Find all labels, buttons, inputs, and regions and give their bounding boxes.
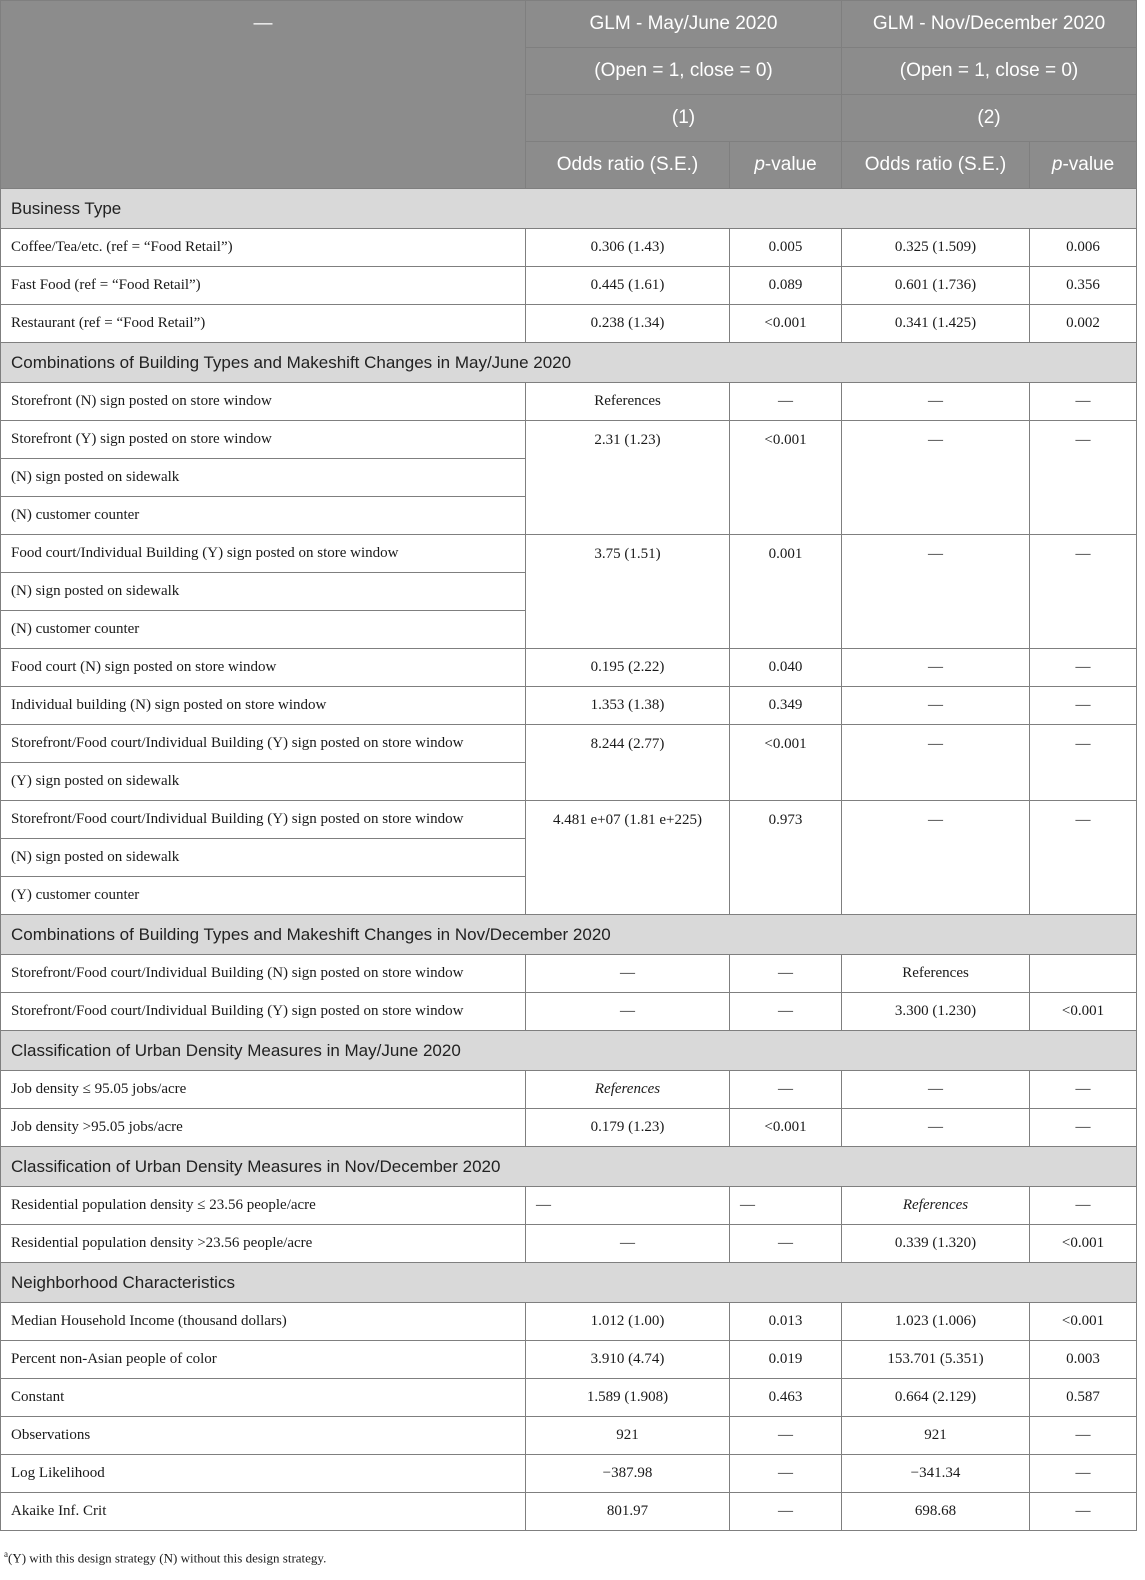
table-row: [1, 1493, 1137, 1531]
p-value-cell: —: [730, 993, 842, 1031]
row-label: (N) sign posted on sidewalk: [1, 573, 526, 611]
odds-ratio-cell: 801.97: [526, 1493, 730, 1531]
odds-ratio-cell: −387.98: [526, 1455, 730, 1493]
table-row: [1, 305, 1137, 343]
model2-number: (2): [842, 95, 1137, 142]
odds-ratio-cell: −341.34: [842, 1455, 1030, 1493]
odds-ratio-cell: 4.481 e+07 (1.81 e+225): [526, 801, 730, 915]
footnote-text: (Y) with this design strategy (N) without this design strategy.: [8, 1550, 327, 1566]
table-row: [1, 1187, 1137, 1225]
odds-ratio-cell: 921: [526, 1417, 730, 1455]
section-neighborhood: Neighborhood Characteristics: [1, 1263, 1137, 1303]
row-label: Residential population density ≤ 23.56 people/acre: [1, 1187, 526, 1225]
row-label: Food court/Individual Building (Y) sign posted on store window: [1, 535, 526, 573]
row-label: (N) sign posted on sidewalk: [1, 839, 526, 877]
p-value-cell: —: [1030, 535, 1137, 649]
table-row: [1, 1071, 1137, 1109]
table-row: [1, 1455, 1137, 1493]
row-label: Individual building (N) sign posted on store window: [1, 687, 526, 725]
odds-ratio-cell: 0.445 (1.61): [526, 267, 730, 305]
odds-ratio-cell: 0.339 (1.320): [842, 1225, 1030, 1263]
p-value-cell: 0.005: [730, 229, 842, 267]
model2-dependent-variable: (Open = 1, close = 0): [842, 48, 1137, 95]
p-value-cell: —: [730, 1187, 842, 1225]
p-value-cell: —: [1030, 801, 1137, 915]
p-value-cell: <0.001: [730, 725, 842, 801]
p-value-cell: —: [1030, 1071, 1137, 1109]
odds-ratio-cell: 3.75 (1.51): [526, 535, 730, 649]
row-label: Akaike Inf. Crit: [1, 1493, 526, 1531]
odds-ratio-cell: 1.589 (1.908): [526, 1379, 730, 1417]
odds-ratio-cell: 2.31 (1.23): [526, 421, 730, 535]
odds-ratio-cell: References: [526, 383, 730, 421]
p-value-cell: <0.001: [730, 421, 842, 535]
table-row: [1, 993, 1137, 1031]
table-footnote: [4, 1549, 326, 1566]
p-value-cell: 0.019: [730, 1341, 842, 1379]
odds-ratio-cell: 1.353 (1.38): [526, 687, 730, 725]
p-value-cell: 0.002: [1030, 305, 1137, 343]
p-value-cell: <0.001: [1030, 1303, 1137, 1341]
row-label: Storefront/Food court/Individual Building (Y) sign posted on store window: [1, 993, 526, 1031]
row-label: (N) customer counter: [1, 497, 526, 535]
p-italic: p: [1051, 154, 1063, 175]
row-label: Storefront (N) sign posted on store window: [1, 383, 526, 421]
odds-ratio-cell: —: [842, 1109, 1030, 1147]
p-value-cell: —: [730, 1493, 842, 1531]
odds-ratio-cell: 921: [842, 1417, 1030, 1455]
row-label: Median Household Income (thousand dollars): [1, 1303, 526, 1341]
odds-ratio-cell: 0.601 (1.736): [842, 267, 1030, 305]
header-corner: —: [1, 1, 526, 189]
table-row: [1, 267, 1137, 305]
table-row: [1, 1417, 1137, 1455]
odds-ratio-cell: —: [842, 687, 1030, 725]
p-value-cell: 0.003: [1030, 1341, 1137, 1379]
row-label: Residential population density >23.56 people/acre: [1, 1225, 526, 1263]
p-value-cell: 0.001: [730, 535, 842, 649]
p-suffix: -value: [1062, 154, 1115, 175]
table-row: [1, 725, 1137, 763]
odds-ratio-cell: —: [526, 955, 730, 993]
p-value-cell: —: [730, 383, 842, 421]
odds-ratio-cell: 1.012 (1.00): [526, 1303, 730, 1341]
odds-ratio-cell: —: [526, 993, 730, 1031]
odds-ratio-cell: 0.664 (2.129): [842, 1379, 1030, 1417]
p-value-cell: 0.587: [1030, 1379, 1137, 1417]
column-header-odds-ratio-1: Odds ratio (S.E.): [526, 142, 730, 189]
table-row: [1, 1303, 1137, 1341]
p-value-cell: <0.001: [1030, 993, 1137, 1031]
odds-ratio-cell: —: [526, 1187, 730, 1225]
row-label: Restaurant (ref = “Food Retail”): [1, 305, 526, 343]
p-value-cell: —: [1030, 421, 1137, 535]
p-value-cell: 0.006: [1030, 229, 1137, 267]
row-label: Storefront (Y) sign posted on store window: [1, 421, 526, 459]
odds-ratio-cell: —: [842, 383, 1030, 421]
table-row: [1, 687, 1137, 725]
table-row: [1, 649, 1137, 687]
p-value-cell: 0.013: [730, 1303, 842, 1341]
odds-ratio-cell: 153.701 (5.351): [842, 1341, 1030, 1379]
model2-title: GLM - Nov/December 2020: [842, 1, 1137, 48]
p-value-cell: —: [1030, 1187, 1137, 1225]
table-row: [1, 955, 1137, 993]
p-value-cell: <0.001: [730, 1109, 842, 1147]
section-combinations-may-june: Combinations of Building Types and Makeshift Changes in May/June 2020: [1, 343, 1137, 383]
p-value-cell: <0.001: [1030, 1225, 1137, 1263]
section-density-may-june: Classification of Urban Density Measures in May/June 2020: [1, 1031, 1137, 1071]
table-row: [1, 1225, 1137, 1263]
p-value-cell: 0.356: [1030, 267, 1137, 305]
odds-ratio-cell: 0.306 (1.43): [526, 229, 730, 267]
odds-ratio-cell: 698.68: [842, 1493, 1030, 1531]
row-label: (N) sign posted on sidewalk: [1, 459, 526, 497]
row-label: (N) customer counter: [1, 611, 526, 649]
odds-ratio-cell: —: [842, 421, 1030, 535]
table-row: [1, 229, 1137, 267]
odds-ratio-cell: References: [842, 1187, 1030, 1225]
odds-ratio-cell: —: [842, 725, 1030, 801]
table-row: [1, 383, 1137, 421]
row-label: Fast Food (ref = “Food Retail”): [1, 267, 526, 305]
section-density-nov-december: Classification of Urban Density Measures in Nov/December 2020: [1, 1147, 1137, 1187]
odds-ratio-cell: —: [842, 801, 1030, 915]
odds-ratio-cell: 0.179 (1.23): [526, 1109, 730, 1147]
row-label: Log Likelihood: [1, 1455, 526, 1493]
p-value-cell: 0.349: [730, 687, 842, 725]
p-value-cell: —: [1030, 687, 1137, 725]
row-label: (Y) customer counter: [1, 877, 526, 915]
row-label: Storefront/Food court/Individual Building (Y) sign posted on store window: [1, 801, 526, 839]
odds-ratio-cell: References: [842, 955, 1030, 993]
footnote-mark: a: [4, 1549, 8, 1559]
row-label: Observations: [1, 1417, 526, 1455]
column-header-odds-ratio-2: Odds ratio (S.E.): [842, 142, 1030, 189]
column-header-p-value-1: [730, 142, 842, 189]
table-row: [1, 421, 1137, 459]
p-value-cell: [1030, 955, 1137, 993]
odds-ratio-cell: 0.195 (2.22): [526, 649, 730, 687]
table-row: [1, 1379, 1137, 1417]
p-value-cell: —: [730, 955, 842, 993]
table-row: [1, 801, 1137, 839]
odds-ratio-cell: 3.300 (1.230): [842, 993, 1030, 1031]
row-label: Storefront/Food court/Individual Building (Y) sign posted on store window: [1, 725, 526, 763]
odds-ratio-cell: —: [842, 535, 1030, 649]
p-italic: p: [754, 154, 765, 175]
p-value-cell: 0.040: [730, 649, 842, 687]
p-value-cell: —: [1030, 649, 1137, 687]
p-suffix: -value: [764, 154, 817, 175]
odds-ratio-cell: 8.244 (2.77): [526, 725, 730, 801]
p-value-cell: <0.001: [730, 305, 842, 343]
p-value-cell: —: [730, 1071, 842, 1109]
odds-ratio-cell: References: [526, 1071, 730, 1109]
p-value-cell: —: [1030, 1455, 1137, 1493]
p-value-cell: 0.973: [730, 801, 842, 915]
table-row: [1, 535, 1137, 573]
p-value-cell: 0.463: [730, 1379, 842, 1417]
p-value-cell: —: [730, 1417, 842, 1455]
row-label: Storefront/Food court/Individual Building (N) sign posted on store window: [1, 955, 526, 993]
row-label: Percent non-Asian people of color: [1, 1341, 526, 1379]
p-value-cell: —: [730, 1455, 842, 1493]
row-label: Job density >95.05 jobs/acre: [1, 1109, 526, 1147]
model1-number: (1): [526, 95, 842, 142]
odds-ratio-cell: 1.023 (1.006): [842, 1303, 1030, 1341]
p-value-cell: —: [1030, 725, 1137, 801]
odds-ratio-cell: 0.238 (1.34): [526, 305, 730, 343]
p-value-cell: —: [1030, 1109, 1137, 1147]
odds-ratio-cell: —: [842, 649, 1030, 687]
p-value-cell: —: [1030, 1493, 1137, 1531]
section-combinations-nov-december: Combinations of Building Types and Makeshift Changes in Nov/December 2020: [1, 915, 1137, 955]
model1-dependent-variable: (Open = 1, close = 0): [526, 48, 842, 95]
odds-ratio-cell: 0.341 (1.425): [842, 305, 1030, 343]
odds-ratio-cell: —: [526, 1225, 730, 1263]
table-row: [1, 1109, 1137, 1147]
table-row: [1, 1341, 1137, 1379]
odds-ratio-cell: 0.325 (1.509): [842, 229, 1030, 267]
row-label: Food court (N) sign posted on store window: [1, 649, 526, 687]
row-label: Job density ≤ 95.05 jobs/acre: [1, 1071, 526, 1109]
odds-ratio-cell: —: [842, 1071, 1030, 1109]
row-label: (Y) sign posted on sidewalk: [1, 763, 526, 801]
column-header-p-value-2: [1030, 142, 1137, 189]
model1-title: GLM - May/June 2020: [526, 1, 842, 48]
section-business-type: Business Type: [1, 189, 1137, 229]
row-label: Coffee/Tea/etc. (ref = “Food Retail”): [1, 229, 526, 267]
p-value-cell: —: [1030, 1417, 1137, 1455]
odds-ratio-cell: 3.910 (4.74): [526, 1341, 730, 1379]
p-value-cell: —: [730, 1225, 842, 1263]
p-value-cell: 0.089: [730, 267, 842, 305]
row-label: Constant: [1, 1379, 526, 1417]
p-value-cell: —: [1030, 383, 1137, 421]
